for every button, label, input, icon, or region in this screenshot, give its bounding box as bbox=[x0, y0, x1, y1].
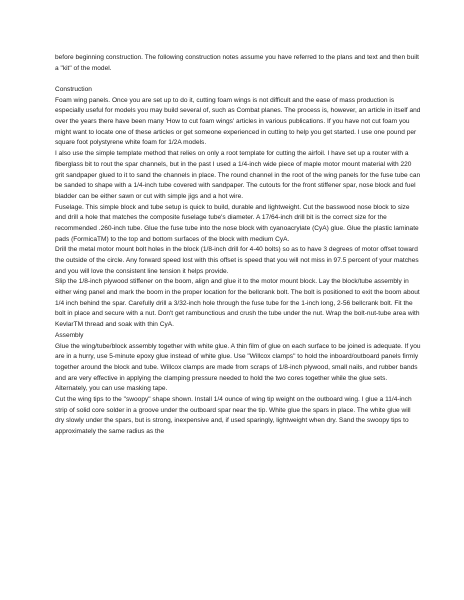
heading-construction: Construction bbox=[55, 86, 92, 94]
paragraph-motor-mount: Drill the metal motor mount bolt holes in the block (1/8-inch drill for 4-40 bolts) so as to have 3 degrees of motor offset toward the outside of the circle. Any forward speed lost with this offset is speed that you will not miss in 97.5 percent of your matches and you will love the consistent line tension it helps provide. bbox=[55, 246, 419, 275]
heading-assembly: Assembly bbox=[55, 331, 84, 339]
paragraph-wing-tips: Cut the wing tips to the "swoopy" shape shown. Install 1/4 ounce of wing tip weight on the outboard wing. I glue a 11/4-inch strip of solid core solder in a groove under the outboard spar near the tip. White glue the spars in place. The white glue will dry slowly under the spars, but is strong, inexpensive and, if used sparingly, lightweight when dry. Sand the swoopy tips to approximately the same radius as the bbox=[55, 395, 412, 436]
paragraph-template-method: I also use the simple template method that relies on only a root template for cutting the airfoil. I have set up a router with a fiberglass bit to rout the spar channels, but in the past I used a 1/4-inch wide piece of maple motor mount material with 220 grit sandpaper glued to it to sand the channels in place. The round channel in the root of the wing panels for the fuse tube can be sanded to shape with a 1/4-inch tube covered with sandpaper. The cutouts for the front stiffener spar, nose block and fuel bladder can be either sawn or cut with simple jigs and a hot wire. bbox=[55, 150, 421, 200]
paragraph-gap bbox=[55, 74, 421, 85]
body-text bbox=[55, 53, 421, 438]
paragraph-fuselage: Fuselage. This simple block and tube setup is quick to build, durable and lightweight. Cut the basswood nose block to size and drill a hole that matches the composite fuselage tube's diameter. A 17/64-inch drill bit is the correct size for the recommended .260-inch tube. Glue the fuse tube into the nose block with cyanoacrylate (CyA) glue. Glue the plastic laminate pads (FormicaTM) to the top and bottom surfaces of the block with medium CyA. bbox=[55, 203, 419, 243]
paragraph-intro: before beginning construction. The following construction notes assume you have referred to the plans and text and then built a "kit" of the model. bbox=[55, 54, 419, 72]
paragraph-glue-assembly: Glue the wing/tube/block assembly together with white glue. A thin film of glue on each surface to be joined is adequate. If you are in a hurry, use 5-minute epoxy glue instead of white glue. Use "Willcox clamps" to hold the inboard/outboard panels firmly together around the block and tube. Willcox clamps are made from scraps of 1/8-inch plywood, small nails, and rubber bands and are very effective in applying the clamping pressure needed to hold the two cores together while the glue sets. Alternately, you can use masking tape. bbox=[55, 342, 421, 393]
paragraph-plywood-stiffener: Slip the 1/8-inch plywood stiffener on the boom, align and glue it to the motor mount block. Lay the block/tube assembly in either wing panel and mark the boom in the proper location for the bellcrank bolt. The bolt is positioned to exit the boom about 1/4 inch behind the spar. Carefully drill a 3/32-inch hole through the fuse tube for the 1-inch long, 2-56 bellcrank bolt. Fit the bolt in place and secure with a nut. Don't get rambunctious and crush the tube under the nut. Wrap the bolt-nut-tube area with KevlarTM thread and soak with thin CyA. bbox=[55, 278, 420, 329]
paragraph-foam-wing-panels: Foam wing panels. Once you are set up to do it, cutting foam wings is not difficult and the ease of mass production is especially useful for models you may build several of, such as Combat planes. The process is, however, an article in itself and over the years there have been many 'How to cut foam wings' articles in various publications. If you have not cut foam you might want to locate one of these articles or get someone experienced in cutting to help you get started. I use one pound per square foot polystyrene white foam for 1/2A models. bbox=[55, 96, 421, 147]
